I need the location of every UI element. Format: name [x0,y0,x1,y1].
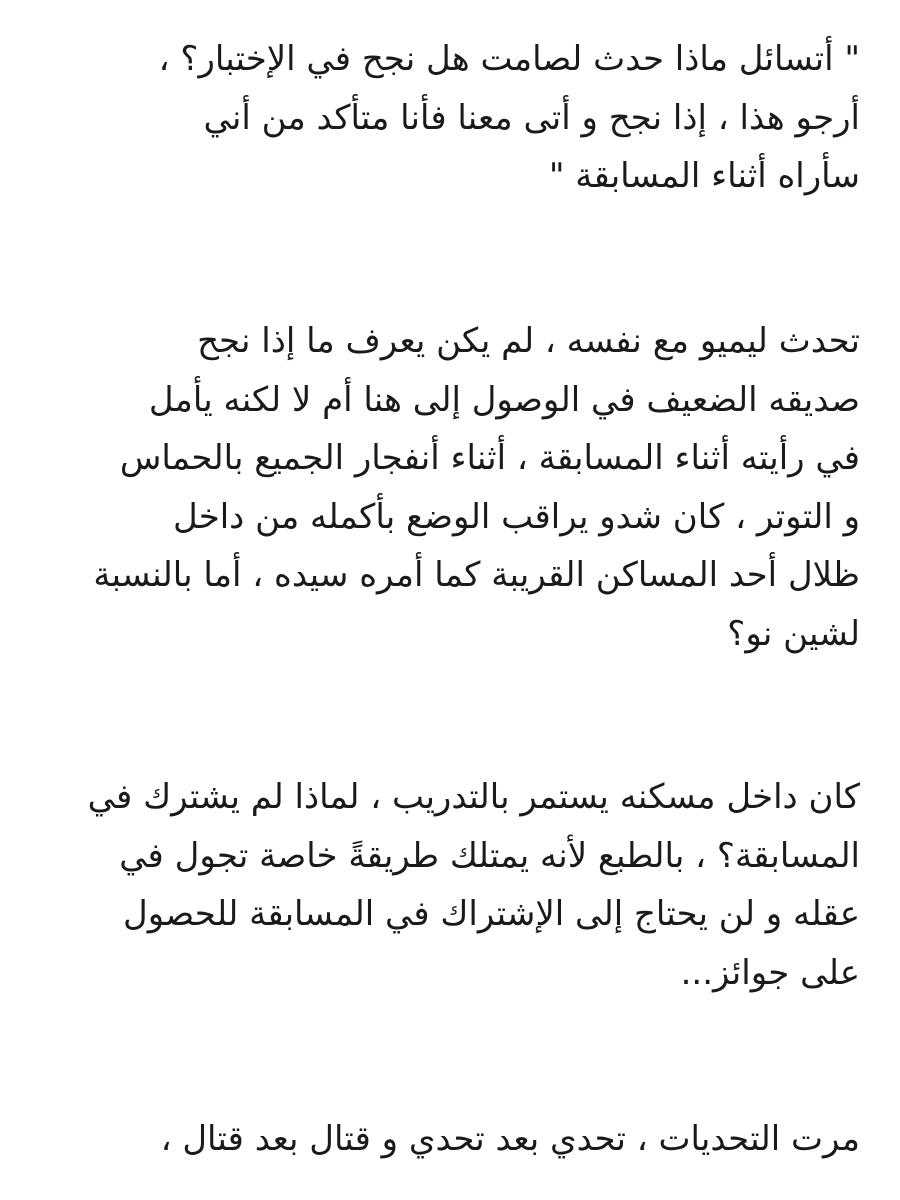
paragraph-line: على جوائز... [680,952,860,993]
paragraph-2 [30,312,860,663]
paragraph-line: سأراه أثناء المسابقة " [548,156,860,196]
paragraph-line: المسابقة؟ ، بالطبع لأنه يمتلك طريقةً خاصة تجول في [119,835,860,876]
paragraph-line: مرت التحديات ، تحدي بعد تحدي و قتال بعد قتال ، [160,1119,860,1159]
paragraph-4 [30,1110,860,1169]
paragraph-line: ظلال أحد المساكن القريبة كما أمره سيده ، أما بالنسبة [93,555,860,595]
paragraph-3 [30,768,860,1002]
paragraph-line: و التوتر ، كان شدو يراقب الوضع بأكمله من داخل [172,496,860,537]
paragraph-1 [30,30,860,206]
paragraph-line: أرجو هذا ، إذا نجح و أتى معنا فأنا متأكد من أني [203,97,860,138]
paragraph-line: " أتسائل ماذا حدث لصامت هل نجح في الإختبار؟ ، [158,39,860,79]
paragraph-line: تحدث ليميو مع نفسه ، لم يكن يعرف ما إذا نجح [197,321,860,361]
paragraph-line: عقله و لن يحتاج إلى الإشتراك في المسابقة للحصول [123,894,860,934]
paragraph-line: كان داخل مسكنه يستمر بالتدريب ، لماذا لم يشترك في [87,777,860,817]
paragraph-line: لشين نو؟ [727,613,860,654]
paragraph-line: في رأيته أثناء المسابقة ، أثناء أنفجار الجميع بالحماس [119,438,860,478]
paragraph-line: صديقه الضعيف في الوصول إلى هنا أم لا لكنه يأمل [148,379,860,420]
